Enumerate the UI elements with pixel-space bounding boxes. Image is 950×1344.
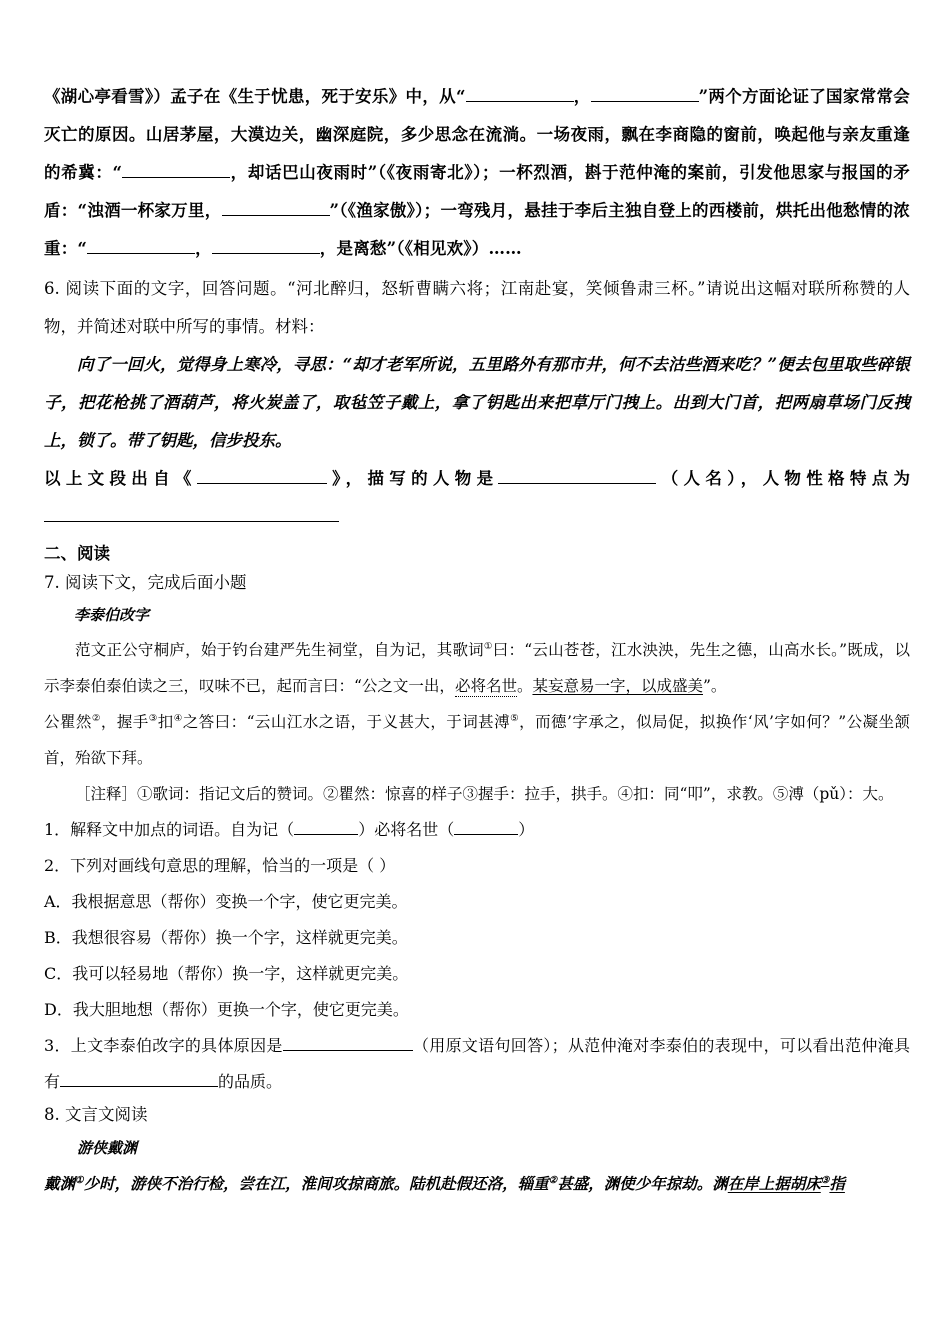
question-6-stem [44, 270, 910, 346]
footnote-marker-5: ⑤ [510, 712, 520, 724]
yx-underlined-tail: 指 [829, 1174, 845, 1193]
dictation-text-d: ，却话巴山夜雨时”（《夜雨寄北》）；一杯烈酒，斟于范仲淹的案前，引发他思家与报国的矛盾：“浊酒一杯家万里， [44, 163, 911, 220]
dictation-text-f: ， [195, 239, 212, 258]
dictation-text-e: ”（《渔家傲》）；一弯残月，悬挂于李后主独自登上的西楼前，烘托出他愁情的浓重：“ [44, 201, 910, 258]
sub3-text-b: （用原文语句回答）；从范仲淹对李泰伯的表现中，可以看出范仲淹具有 [44, 1036, 910, 1091]
choice-a-text: A．我根据意思（帮你）变换一个字，使它更完美。 [44, 892, 408, 911]
question-7-sub-2 [44, 848, 910, 884]
footnote-marker-3: ③ [148, 712, 158, 724]
p2-text-a: 公瞿然 [44, 713, 92, 731]
footnote-marker-yx-2: ② [548, 1174, 558, 1186]
question-7-text: 阅读下文，完成后面小题 [65, 573, 247, 592]
source-blank-traits-2[interactable] [209, 505, 339, 523]
question-6-material [44, 346, 910, 460]
choice-b-text: B．我想很容易（帮你）换一个字，这样就更完美。 [44, 928, 408, 947]
sub1-blank-2[interactable] [454, 818, 518, 835]
section-2-heading [44, 540, 910, 568]
question-7-passage-p2 [44, 704, 910, 776]
dictation-text-b: ， [573, 87, 591, 106]
choice-a[interactable] [44, 884, 910, 920]
choice-c-text: C．我可以轻易地（帮你）换一字，这样就更完美。 [44, 964, 409, 983]
passage-title-text: 李泰伯改字 [74, 606, 150, 624]
question-7-sub-1 [44, 812, 910, 848]
p1-text-a: 范文正公守桐庐，始于钓台建严先生祠堂，自为记，其歌词 [75, 641, 484, 659]
sub3-text-a: 3．上文李泰伯改字的具体原因是 [44, 1036, 283, 1055]
question-6-material-text: 向了一回火，觉得身上寒冷，寻思：“却才老军所说，五里路外有那市井，何不去沽些酒来吃？”便去包里取些碎银子，把花枪挑了酒葫芦，将火炭盖了，取毡笠子戴上，拿了钥匙出来把草厅门拽上。出到大门首，把两扇草场门反拽上，锁了。带了钥匙，信步投东。 [44, 355, 910, 450]
dictation-blank-4[interactable] [222, 199, 330, 217]
footnote-marker-yx-3: ③ [820, 1174, 830, 1186]
question-7-footnotes [44, 776, 910, 812]
dictation-paragraph [44, 78, 910, 268]
question-7-passage-title [44, 598, 910, 632]
sub3-blank-2[interactable] [60, 1070, 218, 1087]
source-blank-character[interactable] [498, 467, 656, 485]
p2-text-d: 之答曰：“云山江水之语，于义甚大，于词甚溥 [182, 713, 511, 731]
dictation-text-c: ”两个方面论证了国家常常会灭亡的原因。山居茅屋，大漠边关，幽深庭院，多少思念在流淌。一场夜雨，飘在李商隐的窗前，唤起他与亲友重逢的希冀：“ [44, 87, 910, 182]
p2-text-c: 扣 [157, 713, 174, 731]
yx-text-a: 戴渊 [44, 1174, 76, 1193]
sub1-text-a: 1．解释文中加点的词语。自为记（ [44, 820, 295, 839]
dictation-blank-5[interactable] [87, 237, 195, 255]
source-blank-traits-1[interactable] [44, 505, 209, 523]
question-7-number: 7. [44, 573, 60, 592]
sub3-blank-1[interactable] [283, 1034, 413, 1051]
question-6-source-line [44, 460, 910, 536]
yx-text-c: 甚盛，渊使少年掠劫。渊 [557, 1174, 728, 1193]
dictation-blank-3[interactable] [122, 161, 230, 179]
source-text-c: （人名），人物性格特点为 [656, 469, 911, 488]
youxia-title-text: 游侠戴渊 [77, 1139, 138, 1157]
footnote-marker-1: ① [483, 640, 493, 652]
choice-b[interactable] [44, 920, 910, 956]
sub1-blank-1[interactable] [294, 818, 358, 835]
choice-d[interactable] [44, 992, 910, 1028]
question-6-number: 6. [44, 279, 60, 298]
p2-text-b: ，握手 [100, 713, 149, 731]
question-7-passage-p1 [44, 632, 910, 704]
sub2-text: 2．下列对画线句意思的理解，恰当的一项是（ ） [44, 856, 396, 875]
yx-underlined-phrase: 在岸上据胡床 [727, 1174, 821, 1193]
footnote-marker-4: ④ [173, 712, 183, 724]
footnote-marker-yx-1: ① [75, 1174, 84, 1186]
question-8-passage-title [44, 1130, 910, 1166]
question-8-number: 8. [44, 1105, 60, 1124]
source-text-b: 》，描写的人物是 [326, 469, 499, 488]
footnote-marker-2: ② [91, 712, 101, 724]
sub1-text-b: ）必将名世（ [358, 820, 455, 839]
p1-text-d: ”。 [702, 677, 727, 695]
source-text-a: 以上文段出自《 [44, 469, 197, 488]
sub3-text-c: 的品质。 [218, 1072, 283, 1091]
source-blank-work[interactable] [197, 467, 327, 485]
p1-text-b: 曰：“云山苍苍，江水泱泱，先生之德，山高水长。”既成，以示李泰伯泰伯读之三，叹味不已，起而言曰：“公之文一出， [44, 641, 910, 695]
question-8-stem [44, 1100, 910, 1130]
footnotes-text: ［注释］①歌词：指记文后的赞词。②瞿然：惊喜的样子③握手：拉手，拱手。④扣：同“叩”，求教。⑤溥（pǔ）：大。 [75, 785, 894, 803]
question-7-stem [44, 568, 910, 598]
dictation-blank-6[interactable] [212, 237, 320, 255]
choice-d-text: D．我大胆地想（帮你）更换一个字，使它更完美。 [44, 1000, 409, 1019]
question-7-sub-3 [44, 1028, 910, 1100]
p1-text-c: 。 [516, 677, 533, 695]
yx-text-b: 少时，游侠不治行检，尝在江，淮间攻掠商旅。陆机赴假还洛，辎重 [83, 1174, 549, 1193]
underlined-sentence: 某妄意易一字，以成盛美 [532, 677, 703, 695]
dictation-blank-1[interactable] [466, 85, 574, 103]
dictation-blank-2[interactable] [591, 85, 699, 103]
question-6-text: 阅读下面的文字，回答问题。“河北醉归，怒斩曹瞒六将；江南赴宴，笑倾鲁肃三杯。”请说出这幅对联所称赞的人物，并简述对联中所写的事情。材料： [44, 279, 910, 336]
p2-text-e: ，而德’字承之，似局促，拟换作‘风’字如何？”公凝坐颔首，殆欲下拜。 [44, 713, 910, 767]
section-2-heading-text: 二、阅读 [44, 544, 110, 563]
dictation-text-a: 《湖心亭看雪》）孟子在《生于忧患，死于安乐》中，从“ [44, 87, 466, 106]
question-8-text: 文言文阅读 [65, 1105, 148, 1124]
question-8-passage-body [44, 1166, 910, 1202]
emphasis-phrase-bijiangmingshi: 必将名世 [454, 677, 517, 695]
sub1-text-c: ） [518, 820, 535, 839]
dictation-text-g: ，是离愁”（《相见欢》）…… [319, 239, 522, 258]
choice-c[interactable] [44, 956, 910, 992]
